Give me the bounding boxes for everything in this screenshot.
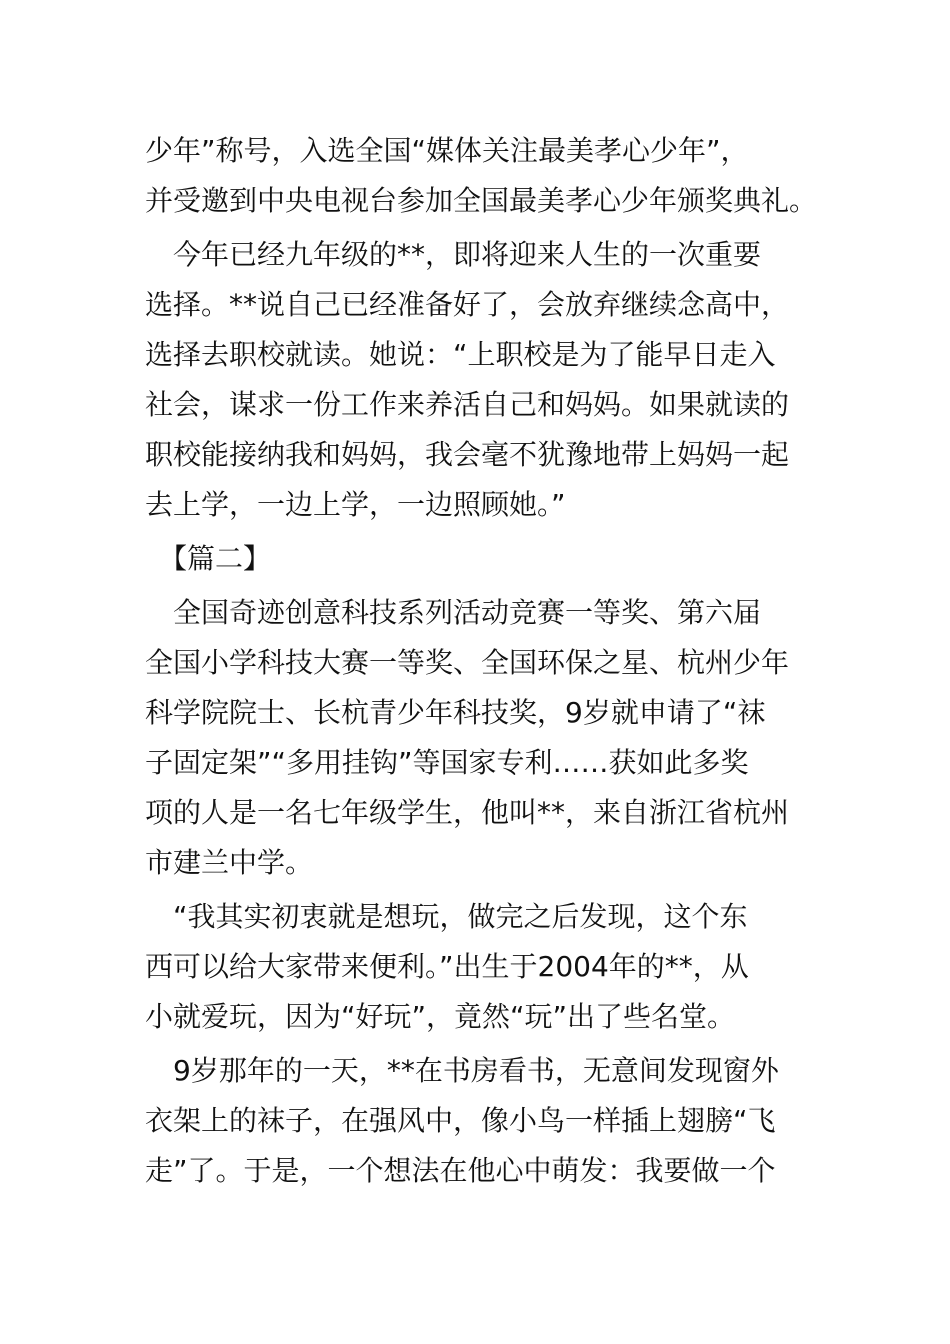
paragraph-5: [145, 1046, 825, 1196]
text-line: 子固定架”“多用挂钩”等国家专利……获如此多奖: [145, 746, 749, 779]
text-line: 并受邀到中央电视台参加全国最美孝心少年颁奖典礼。: [145, 184, 818, 217]
paragraph-1: [145, 126, 825, 226]
text-line: 项的人是一名七年级学生，他叫**，来自浙江省杭州: [145, 796, 790, 829]
text-line: 选择。**说自己已经准备好了，会放弃继续念高中，: [145, 288, 790, 321]
section-heading-text: 【篇二】: [145, 542, 272, 575]
text-line: 走”了。于是，一个想法在他心中萌发：我要做一个: [145, 1154, 776, 1187]
text-line: 9岁那年的一天，**在书房看书，无意间发现窗外: [145, 1054, 779, 1087]
text-line: 衣架上的袜子，在强风中，像小鸟一样插上翅膀“飞: [145, 1104, 776, 1137]
text-line: “我其实初衷就是想玩，做完之后发现，这个东: [145, 900, 748, 933]
text-line: 社会，谋求一份工作来养活自己和妈妈。如果就读的: [145, 388, 790, 421]
text-line: 全国奇迹创意科技系列活动竞赛一等奖、第六届: [145, 596, 762, 629]
paragraph-2: [145, 230, 825, 530]
text-line: 今年已经九年级的**，即将迎来人生的一次重要: [145, 238, 762, 271]
text-line: 选择去职校就读。她说：“上职校是为了能早日走入: [145, 338, 776, 371]
section-heading: [145, 534, 825, 584]
document-body: [145, 126, 825, 1196]
text-line: 全国小学科技大赛一等奖、全国环保之星、杭州少年: [145, 646, 790, 679]
text-line: 西可以给大家带来便利。”出生于2004年的**，从: [145, 950, 749, 983]
text-line: 市建兰中学。: [145, 846, 314, 879]
text-line: 小就爱玩，因为“好玩”，竟然“玩”出了些名堂。: [145, 1000, 736, 1033]
text-line: 去上学，一边上学，一边照顾她。”: [145, 488, 566, 521]
text-line: 少年”称号，入选全国“媒体关注最美孝心少年”，: [145, 134, 749, 167]
paragraph-4: [145, 892, 825, 1042]
paragraph-3: [145, 588, 825, 888]
text-line: 科学院院士、长杭青少年科技奖，9岁就申请了“袜: [145, 696, 766, 729]
text-line: 职校能接纳我和妈妈，我会毫不犹豫地带上妈妈一起: [145, 438, 790, 471]
